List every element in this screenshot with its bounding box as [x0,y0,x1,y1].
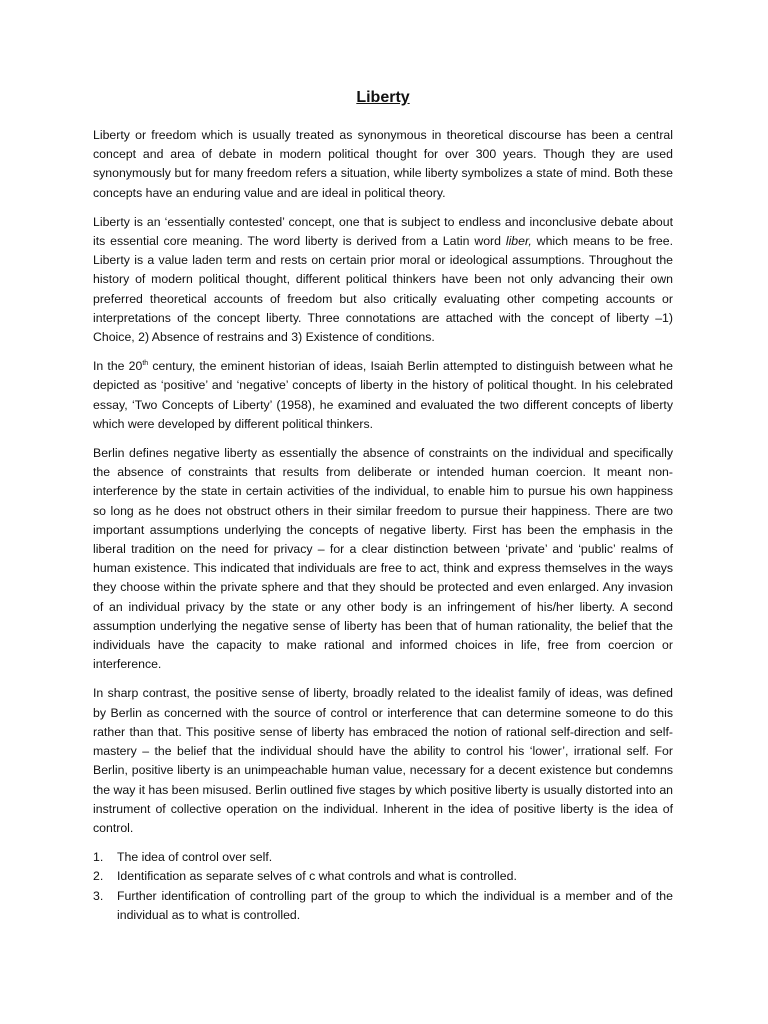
list-item [93,848,673,867]
paragraph-text: In sharp contrast, the positive sense of liberty, broadly related to the idealist family of ideas, was defined by Berlin as concerned with the source of control or interference that can determine someone to do this rather than that. This positive sense of liberty has embraced the notion of rational self-direction and self-mastery – the belief that the individual should have the ability to control his ‘lower’, irrational self. For Berlin, positive liberty is an unimpeachable human value, necessary for a decent existence but condemns the way it has been misused. Berlin outlined five stages by which positive liberty is usually distorted into an instrument of collective operation on the individual. Inherent in the idea of positive liberty is the idea of control. [93,686,673,835]
paragraph-text: Liberty or freedom which is usually treated as synonymous in theoretical discourse has been a central concept and area of debate in modern political thought for over 300 years. Though they are used synonymously but for many freedom refers a situation, while liberty symbolizes a state of mind. Both these concepts have an enduring value and are ideal in political theory. [93,128,673,200]
paragraph-text: In the 20 [93,359,143,374]
list-item-text: The idea of control over self. [117,850,273,865]
document-title: Liberty [356,89,410,106]
numbered-list [93,848,673,925]
paragraph-text: Liberty is an ‘essentially contested’ concept, one that is subject to endless and inconclusive debate about its essential core meaning. The word liberty is derived from a Latin word [93,214,673,249]
paragraph [93,684,673,838]
paragraph [93,444,673,674]
paragraph-text: century, the eminent historian of ideas, Isaiah Berlin attempted to distinguish between what he depicted as ‘positive’ and ‘negative’ concepts of liberty in the history of political thought. In his celebrated essay, ‘Two Concepts of Liberty’ (1958), he examined and evaluated the two different concepts of liberty which were developed by different political thinkers. [93,359,673,431]
paragraph [93,126,673,203]
paragraph-text: Berlin defines negative liberty as essentially the absence of constraints on the individual and specifically the absence of constraints that results from deliberate or intended human coercion. It meant non-interference by the state in certain activities of the individual, to enable him to pursue his own happiness so long as he does not obstruct others in their similar freedom to pursue their happiness. There are two important assumptions underlying the concepts of negative liberty. First has been the emphasis in the liberal tradition on the need for privacy – for a clear distinction between ‘private’ and ‘public’ realms of human existence. This indicated that individuals are free to act, think and express themselves in the ways they choose within the private sphere and that they should be protected and even enlarged. Any invasion of an individual privacy by the state or any other body is an infringement of his/her liberty. A second assumption underlying the negative sense of liberty has been that of human rationality, the belief that the individuals have the capacity to make rational and informed choices in life, free from coercion or interference. [93,446,673,672]
list-item-number: 3. [93,888,104,903]
paragraph-text: which means to be free. Liberty is a value laden term and rests on certain prior moral or ideological assumptions. Throughout the history of modern political thought, different political thinkers have been not only advancing their own preferred theoretical accounts of freedom but also critically evaluating other competing accounts or interpretations of the concept liberty. Three connotations are attached with the concept of liberty –1) Choice, 2) Absence of restrains and 3) Existence of conditions. [93,234,673,345]
list-item-number: 2. [93,869,104,884]
list-item [93,887,673,925]
list-item [93,867,673,886]
list-item-text: Further identification of controlling part of the group to which the individual is a member and of the individual as to what is controlled. [117,888,673,922]
paragraph [93,213,673,347]
document-page [93,88,673,925]
italic-text: liber, [505,234,532,249]
list-item-number: 1. [93,850,104,865]
paragraphs-container [93,126,673,838]
superscript-text: th [142,360,149,368]
paragraph [93,357,673,434]
list-item-text: Identification as separate selves of c what controls and what is controlled. [117,869,517,884]
